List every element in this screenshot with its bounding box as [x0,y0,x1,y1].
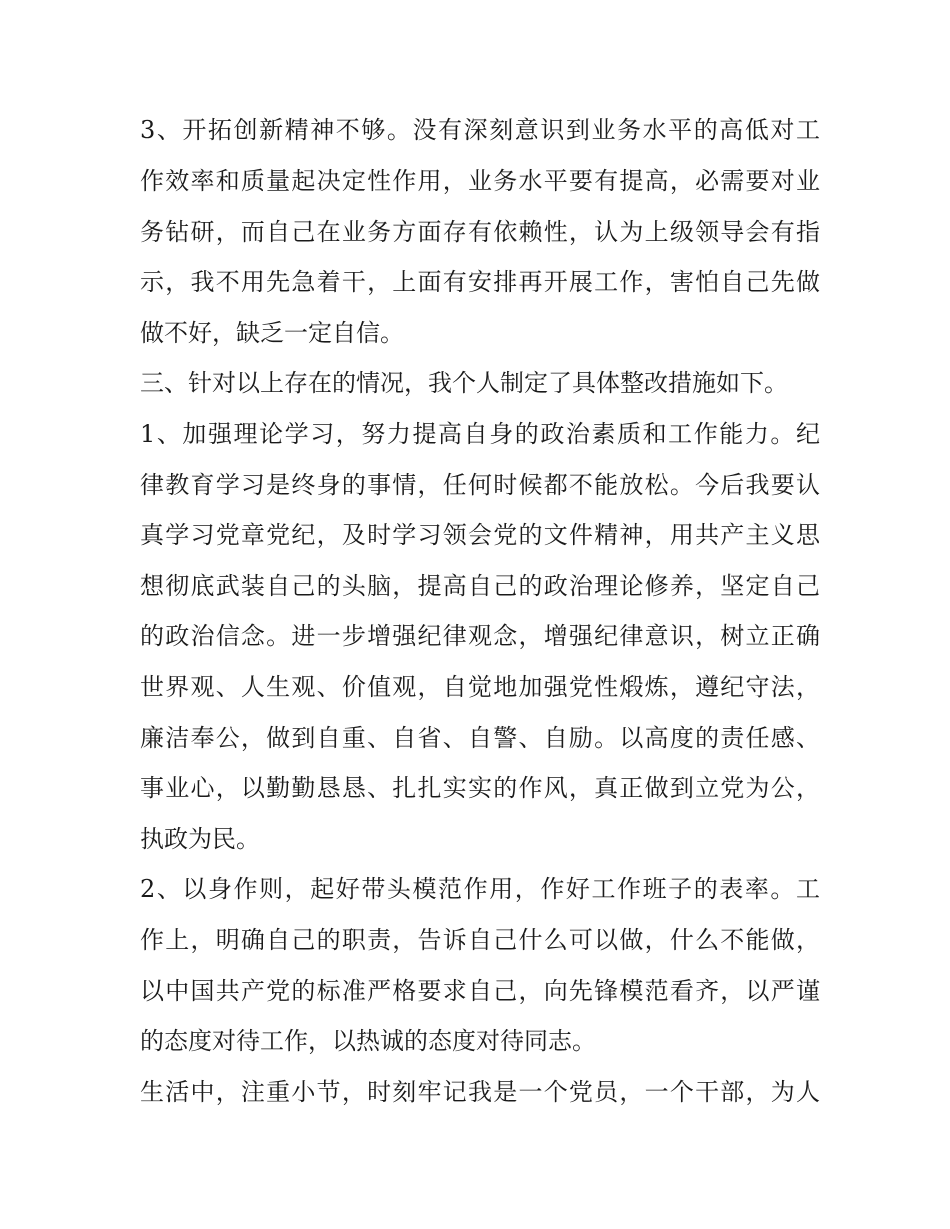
text-line: 作效率和质量起决定性作用，业务水平要有提高，必需要对业 [140,167,820,195]
text-line: 1、加强理论学习，努力提高自身的政治素质和工作能力。纪 [140,420,820,448]
text-line: 执政为民。 [140,825,260,853]
text-line: 2、以身作则，起好带头模范作用，作好工作班子的表率。工 [140,875,820,903]
text-line: 以中国共产党的标准严格要求自己，向先锋模范看齐，以严谨 [140,977,820,1005]
text-line: 做不好，缺乏一定自信。 [140,319,404,347]
text-line: 3、开拓创新精神不够。没有深刻意识到业务水平的高低对工 [140,116,820,144]
text-line: 廉洁奉公，做到自重、自省、自警、自励。以高度的责任感、 [140,724,820,752]
text-line: 真学习党章党纪，及时学习领会党的文件精神，用共产主义思 [140,521,820,549]
text-line: 事业心，以勤勤恳恳、扎扎实实的作风，真正做到立党为公， [140,774,820,802]
text-line: 作上，明确自己的职责，告诉自己什么可以做，什么不能做， [140,926,820,954]
text-line: 律教育学习是终身的事情，任何时候都不能放松。今后我要认 [140,471,820,499]
text-line: 想彻底武装自己的头脑，提高自己的政治理论修养，坚定自己 [140,572,820,600]
text-line: 生活中，注重小节，时刻牢记我是一个党员，一个干部，为人 [140,1078,820,1106]
text-line: 的政治信念。进一步增强纪律观念，增强纪律意识，树立正确 [140,622,820,650]
text-line: 务钻研，而自己在业务方面存有依赖性，认为上级领导会有指 [140,218,820,246]
text-line: 示，我不用先急着干，上面有安排再开展工作，害怕自己先做 [140,268,820,296]
text-line: 三、针对以上存在的情况，我个人制定了具体整改措施如下。 [140,369,788,397]
text-line: 的态度对待工作，以热诚的态度对待同志。 [140,1027,596,1055]
text-line: 世界观、人生观、价值观，自觉地加强党性煅炼，遵纪守法， [140,673,820,701]
